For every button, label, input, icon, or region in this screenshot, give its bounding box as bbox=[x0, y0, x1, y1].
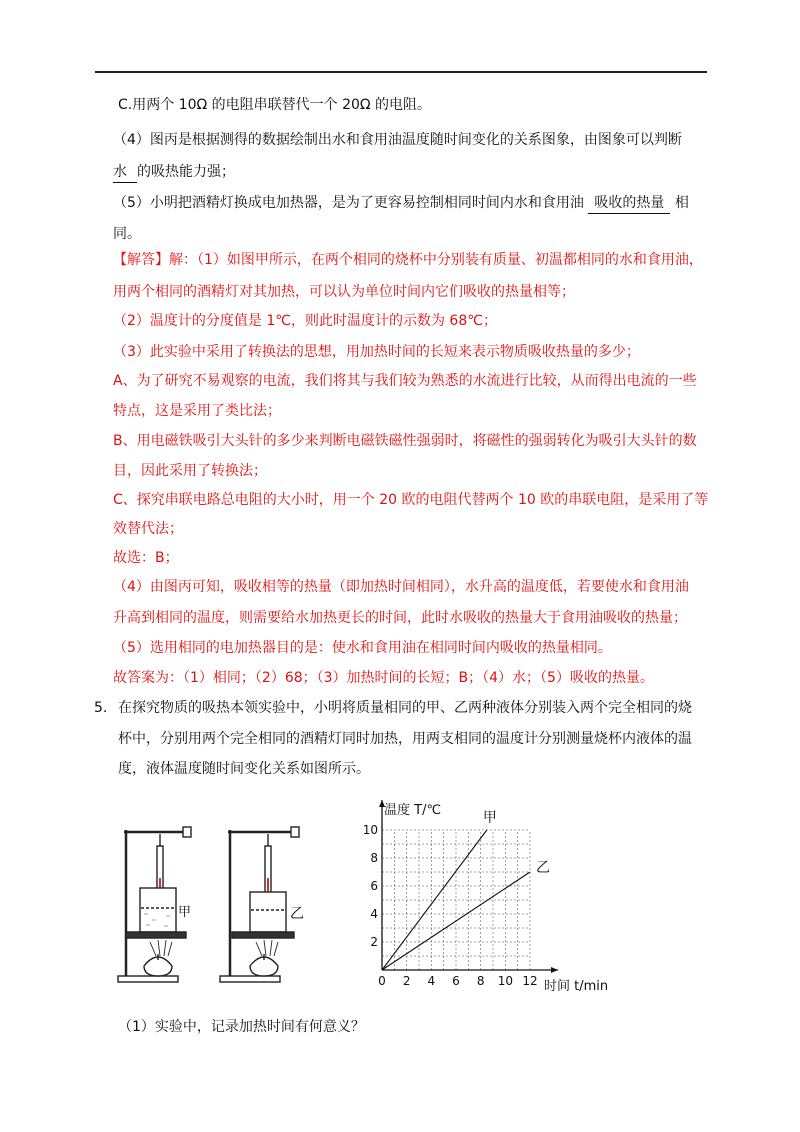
temperature-time-chart bbox=[360, 788, 620, 998]
problem-5-number: 5. bbox=[94, 700, 108, 716]
x-tick-label: 6 bbox=[452, 974, 460, 988]
solution-line-13: 升高到相同的温度，则需要给水加热更长的时间，此时水吸收的热量大于食用油吸收的热量； bbox=[113, 610, 687, 626]
series-label-1: 甲 bbox=[482, 810, 497, 826]
solution-line-15: 故答案为：（1）相同；（2）68；（3）加热时间的长短；B；（4）水；（5）吸收的热量。 bbox=[113, 670, 654, 686]
answer-4-line bbox=[113, 162, 235, 183]
answer-4-rest: 的吸热能力强； bbox=[137, 164, 235, 180]
answer-blank-heat: 吸收的热量 bbox=[588, 193, 670, 214]
solution-line-7: B、用电磁铁吸引大头针的多少来判断电磁铁磁性强弱时，将磁性的强弱转化为吸引大头针的数 bbox=[113, 433, 697, 449]
liquid-b-label: 乙 bbox=[290, 906, 304, 922]
y-tick-label: 8 bbox=[370, 851, 378, 865]
problem-5-line-3: 度，液体温度随时间变化关系如图所示。 bbox=[118, 761, 370, 777]
solution-text-1: 解：（1）如图甲所示，在两个相同的烧杯中分别装有质量、初温都相同的水和食用油， bbox=[169, 252, 703, 268]
heating-apparatus-figure bbox=[100, 818, 315, 988]
solution-line-1 bbox=[113, 250, 703, 270]
header-rule bbox=[95, 71, 707, 73]
problem-5-line-1: 在探究物质的吸热本领实验中，小明将质量相同的甲、乙两种液体分别装入两个完全相同的烧 bbox=[118, 700, 692, 716]
solution-line-2: 用两个相同的酒精灯对其加热，可以认为单位时间内它们吸收的热量相等； bbox=[113, 284, 575, 300]
x-tick-label: 4 bbox=[427, 974, 436, 988]
solution-line-12: （4）由图丙可知，吸收相等的热量（即加热时间相同），水升高的温度低，若要使水和食用油 bbox=[113, 579, 689, 595]
y-tick-label: 2 bbox=[370, 935, 378, 949]
option-c-line: C.用两个 10Ω 的电阻串联替代一个 20Ω 的电阻。 bbox=[118, 97, 432, 113]
series-label-2: 乙 bbox=[536, 860, 550, 876]
series-line-2 bbox=[382, 872, 530, 970]
y-axis-label: 温度 T/℃ bbox=[384, 803, 442, 818]
x-tick-label: 0 bbox=[378, 974, 386, 988]
solution-tag: 【解答】 bbox=[113, 252, 169, 268]
x-tick-label: 8 bbox=[476, 974, 485, 988]
y-tick-label: 6 bbox=[370, 879, 378, 893]
solution-line-6: 特点，这是采用了类比法； bbox=[113, 403, 281, 419]
answer-blank-water: 水 bbox=[113, 162, 137, 183]
x-tick-label: 10 bbox=[497, 974, 513, 988]
solution-line-3: （2）温度计的分度值是 1℃，则此时温度计的示数为 68℃； bbox=[113, 313, 497, 329]
apparatus-right bbox=[220, 827, 299, 982]
solution-line-8: 目，因此采用了转换法； bbox=[113, 463, 267, 479]
liquid-a-label: 甲 bbox=[178, 905, 192, 920]
solution-line-4: （3）此实验中采用了转换法的思想，用加热时间的长短来表示物质吸收热量的多少； bbox=[113, 344, 640, 360]
problem-5-line-2: 杯中，分别用两个完全相同的酒精灯同时加热，用两支相同的温度计分别测量烧杯内液体的温 bbox=[118, 731, 692, 747]
question-5-text: （5）小明把酒精灯换成电加热器，是为了更容易控制相同时间内水和食用油 bbox=[113, 195, 584, 211]
question-4-line: （4）图丙是根据测得的数据绘制出水和食用油温度随时间变化的关系图象，由图象可以判断 bbox=[113, 132, 682, 148]
solution-line-14: （5）选用相同的电加热器目的是：使水和食用油在相同时间内吸收的热量相同。 bbox=[113, 640, 612, 656]
x-tick-label: 12 bbox=[522, 974, 538, 988]
y-tick-label: 4 bbox=[370, 907, 378, 921]
x-tick-label: 2 bbox=[402, 974, 411, 988]
y-tick-label: 10 bbox=[362, 823, 378, 837]
solution-line-5: A、为了研究不易观察的电流，我们将其与我们较为熟悉的水流进行比较，从而得出电流的一些 bbox=[113, 373, 697, 389]
problem-5-subquestion-1: （1）实验中，记录加热时间有何意义？ bbox=[118, 1019, 365, 1035]
solution-line-11: 故选：B； bbox=[113, 550, 179, 566]
x-axis-arrow bbox=[551, 967, 558, 973]
question-5-end: 同。 bbox=[113, 226, 141, 242]
question-5-line bbox=[113, 193, 689, 214]
question-5-tail: 相 bbox=[674, 195, 689, 211]
solution-line-10: 效替代法； bbox=[113, 521, 183, 537]
x-axis-label: 时间 t/min bbox=[544, 979, 609, 994]
solution-line-9: C、探究串联电路总电阻的大小时，用一个 20 欧的电阻代替两个 10 欧的串联电阻，是采用了等 bbox=[113, 492, 709, 508]
